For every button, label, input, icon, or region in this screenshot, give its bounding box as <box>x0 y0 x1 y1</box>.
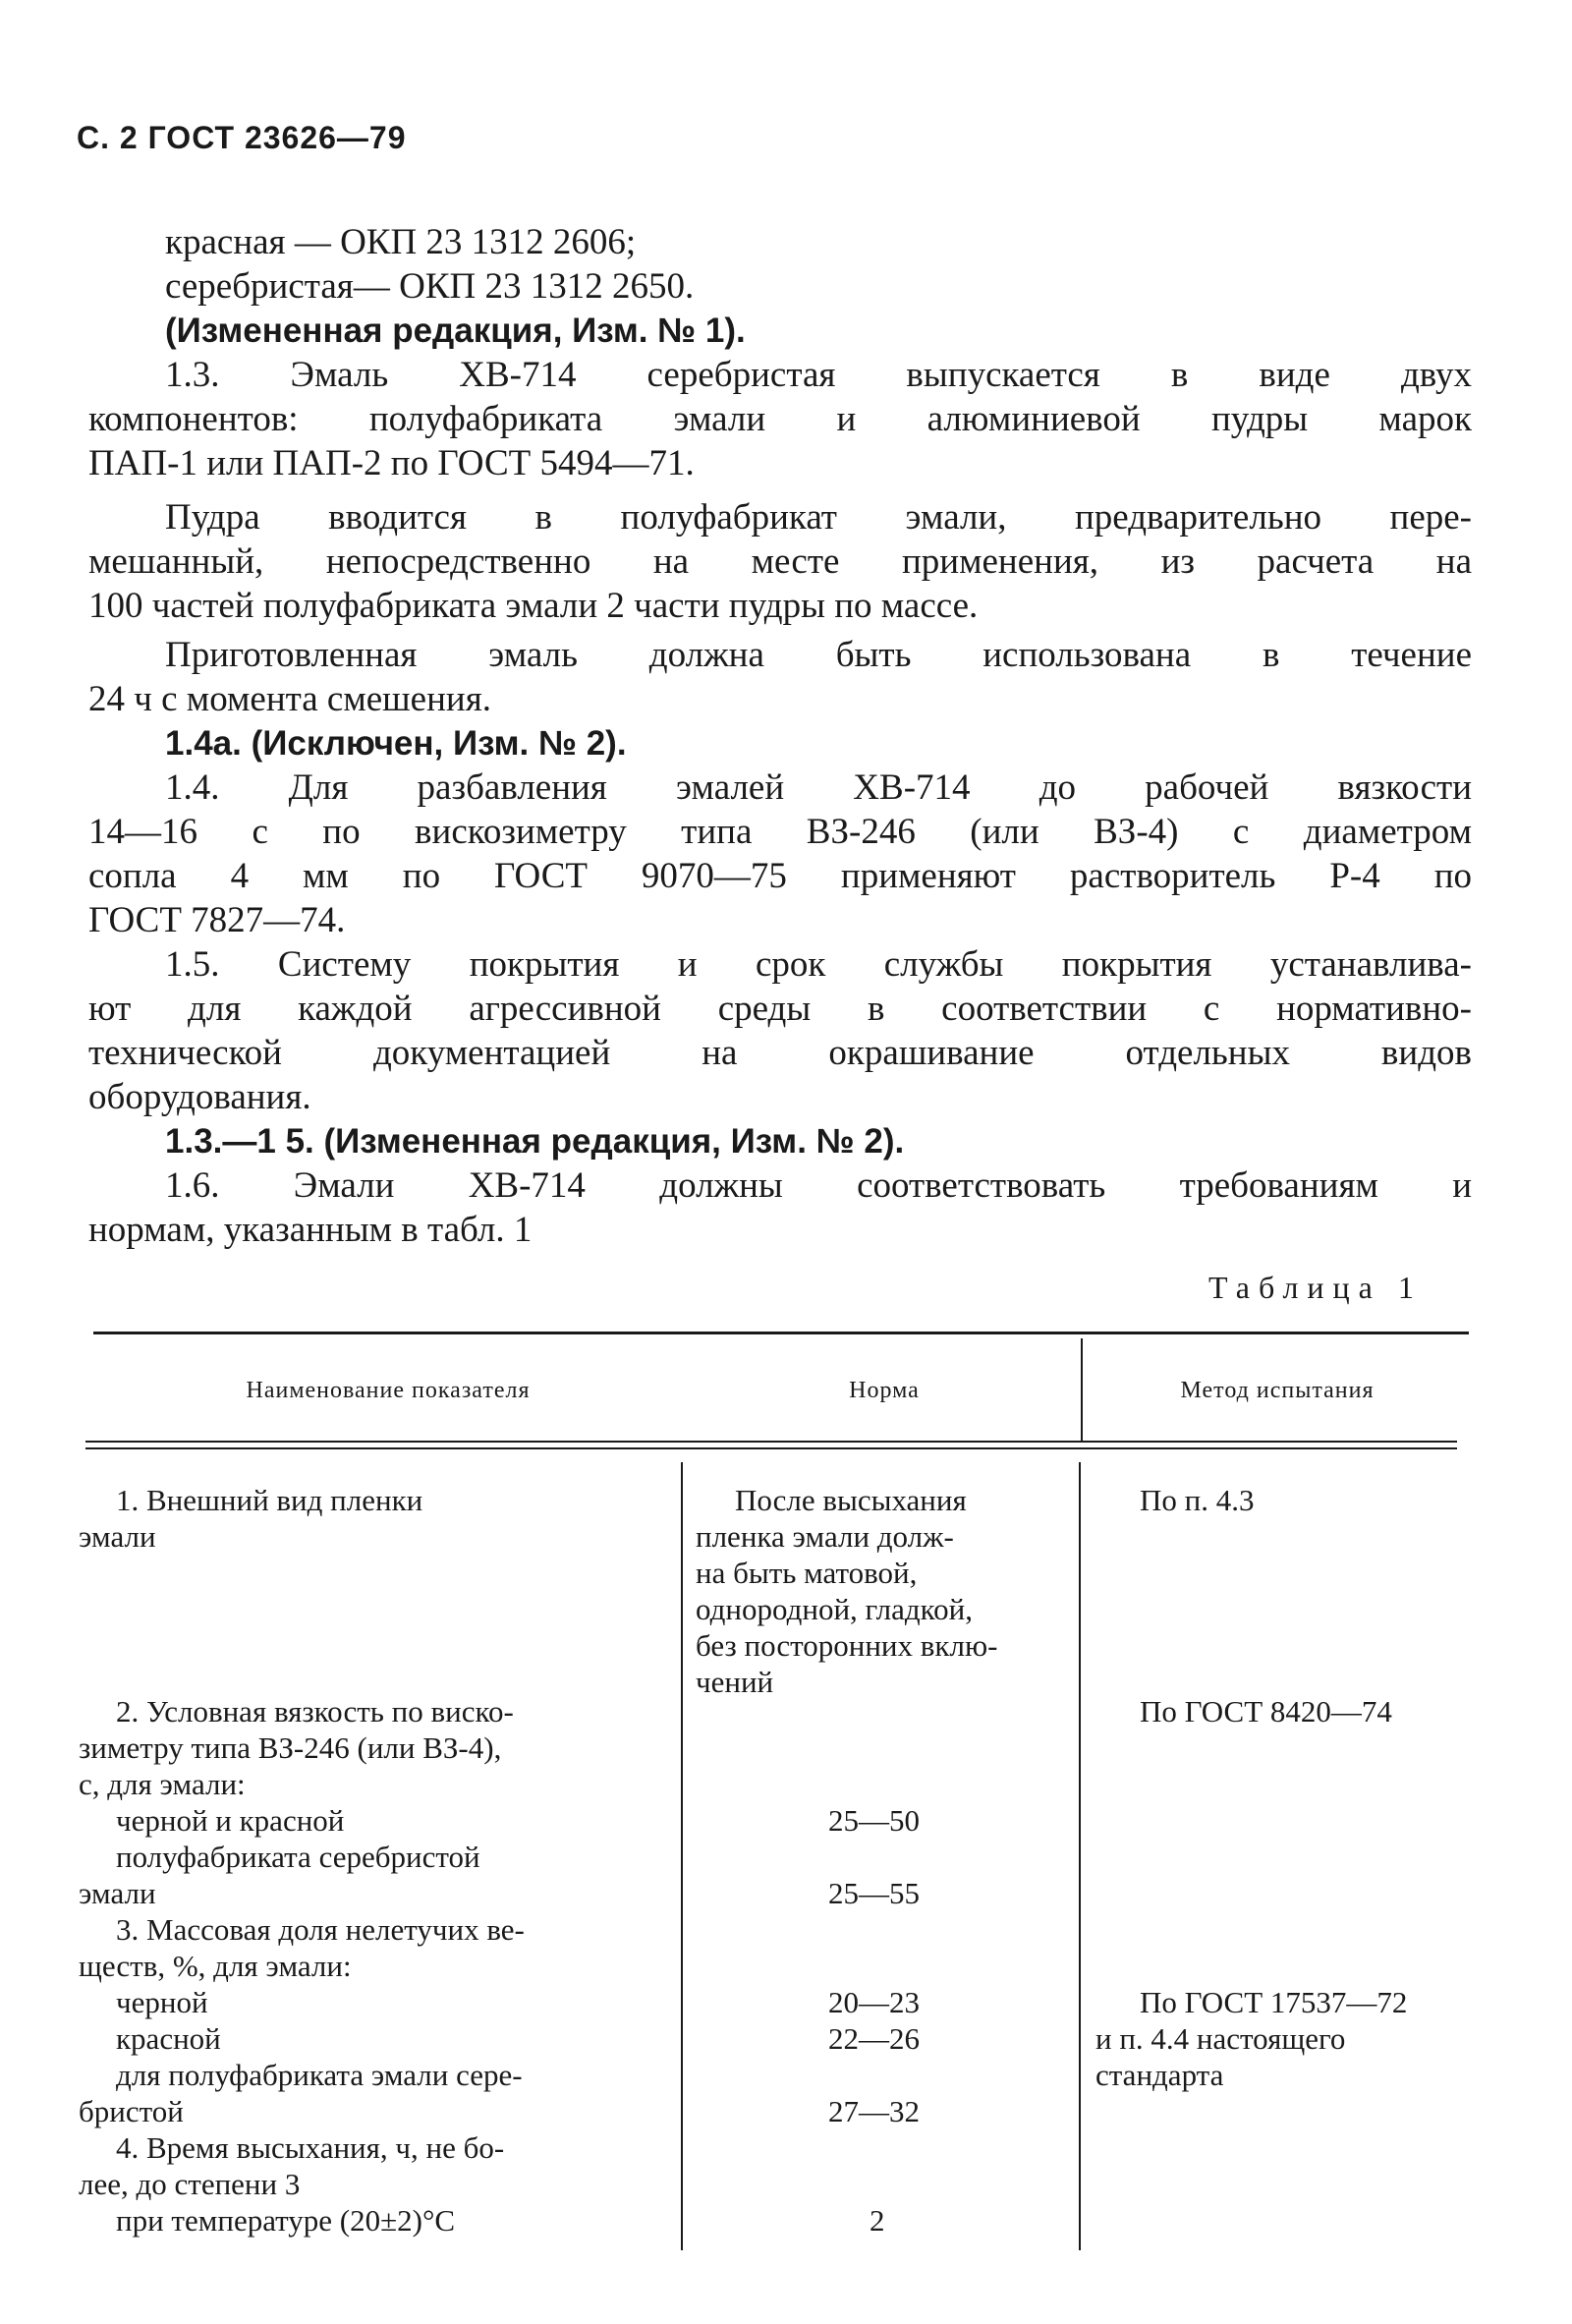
text-line: ПАП-1 или ПАП-2 по ГОСТ 5494—71. <box>88 443 695 483</box>
method-text: стандарта <box>1095 2058 1224 2092</box>
method-text: По ГОСТ 8420—74 <box>1140 1694 1392 1729</box>
table-top-rule <box>93 1332 1469 1334</box>
norm-text: без посторонних вклю- <box>696 1628 998 1663</box>
norm-text: чений <box>696 1665 774 1699</box>
text-line: 1.6. Эмали ХВ-714 должны соответствовать требованиям и <box>165 1165 1472 1206</box>
norm-value: 2 <box>870 2203 885 2238</box>
indicator-text: лее, до степени 3 <box>79 2167 301 2201</box>
text-line: 1.3. Эмаль ХВ-714 серебристая выпускается в виде двух <box>165 355 1472 395</box>
text-line: мешанный, непосредственно на месте применения, из расчета на <box>88 541 1472 582</box>
method-text: По п. 4.3 <box>1140 1483 1255 1517</box>
method-text: и п. 4.4 настоящего <box>1095 2021 1346 2056</box>
norm-value: 20—23 <box>828 1985 920 2019</box>
norm-text: однородной, гладкой, <box>696 1592 973 1626</box>
indicator-text: полуфабриката серебристой <box>116 1840 480 1874</box>
column-divider <box>681 1462 683 2250</box>
table-caption: Таблица 1 <box>1208 1270 1423 1305</box>
indicator-text: ществ, %, для эмали: <box>79 1949 352 1983</box>
indicator-text: 1. Внешний вид пленки <box>116 1483 423 1517</box>
norm-text: пленка эмали долж- <box>696 1519 954 1554</box>
indicator-text: красной <box>116 2021 221 2056</box>
column-header: Наименование показателя <box>246 1378 531 1403</box>
method-text: По ГОСТ 17537—72 <box>1140 1985 1408 2019</box>
text-line: Приготовленная эмаль должна быть использована в течение <box>165 635 1472 675</box>
text-line: 1.4. Для разбавления эмалей ХВ-714 до рабочей вязкости <box>165 767 1472 808</box>
indicator-text: с, для эмали: <box>79 1767 246 1801</box>
indicator-text: эмали <box>79 1876 156 1910</box>
text-line: 1.5. Систему покрытия и срок службы покрытия устанавлива- <box>165 944 1472 985</box>
indicator-text: при температуре (20±2)°С <box>116 2203 456 2238</box>
norm-text: После высыхания <box>735 1483 967 1517</box>
indicator-text: бристой <box>79 2094 184 2128</box>
indicator-text: 3. Массовая доля нелетучих ве- <box>116 1912 525 1947</box>
text-line: серебристая— ОКП 23 1312 2650. <box>165 266 695 307</box>
indicator-text: зиметру типа ВЗ-246 (или ВЗ-4), <box>79 1730 502 1765</box>
column-divider <box>1079 1462 1081 2250</box>
amendment-note: 1.4а. (Исключен, Изм. № 2). <box>165 724 627 763</box>
amendment-note: 1.3.—1 5. (Измененная редакция, Изм. № 2). <box>165 1122 905 1161</box>
amendment-note: (Измененная редакция, Изм. № 1). <box>165 312 746 350</box>
norm-value: 27—32 <box>828 2094 920 2128</box>
column-header: Метод испытания <box>1180 1378 1375 1403</box>
page-header: С. 2 ГОСТ 23626—79 <box>77 120 407 155</box>
text-line: ют для каждой агрессивной среды в соответствии с нормативно- <box>88 989 1472 1029</box>
text-line: 14—16 с по вискозиметру типа ВЗ-246 (или ВЗ-4) с диаметром <box>88 812 1472 852</box>
norm-value: 22—26 <box>828 2021 920 2056</box>
text-line: Пудра вводится в полуфабрикат эмали, предварительно пере- <box>165 497 1472 538</box>
text-line: компонентов: полуфабриката эмали и алюминиевой пудры марок <box>88 399 1472 439</box>
header-divider <box>1081 1338 1083 1441</box>
text-line: ГОСТ 7827—74. <box>88 900 346 940</box>
header-rule <box>85 1441 1457 1443</box>
indicator-text: для полуфабриката эмали сере- <box>116 2058 523 2092</box>
norm-text: на быть матовой, <box>696 1556 918 1590</box>
text-line: красная — ОКП 23 1312 2606; <box>165 222 637 262</box>
column-header: Норма <box>849 1378 920 1403</box>
indicator-text: 2. Условная вязкость по виско- <box>116 1694 514 1729</box>
text-line: нормам, указанным в табл. 1 <box>88 1210 533 1250</box>
text-line: оборудования. <box>88 1077 311 1117</box>
text-line: сопла 4 мм по ГОСТ 9070—75 применяют растворитель Р-4 по <box>88 856 1472 896</box>
indicator-text: 4. Время высыхания, ч, не бо- <box>116 2130 505 2165</box>
norm-value: 25—50 <box>828 1803 920 1838</box>
text-line: технической документацией на окрашивание отдельных видов <box>88 1033 1472 1073</box>
header-rule <box>85 1447 1457 1449</box>
norm-value: 25—55 <box>828 1876 920 1910</box>
indicator-text: эмали <box>79 1519 156 1554</box>
indicator-text: черной и красной <box>116 1803 345 1838</box>
text-line: 100 частей полуфабриката эмали 2 части пудры по массе. <box>88 586 979 626</box>
text-line: 24 ч с момента смешения. <box>88 679 491 719</box>
indicator-text: черной <box>116 1985 208 2019</box>
